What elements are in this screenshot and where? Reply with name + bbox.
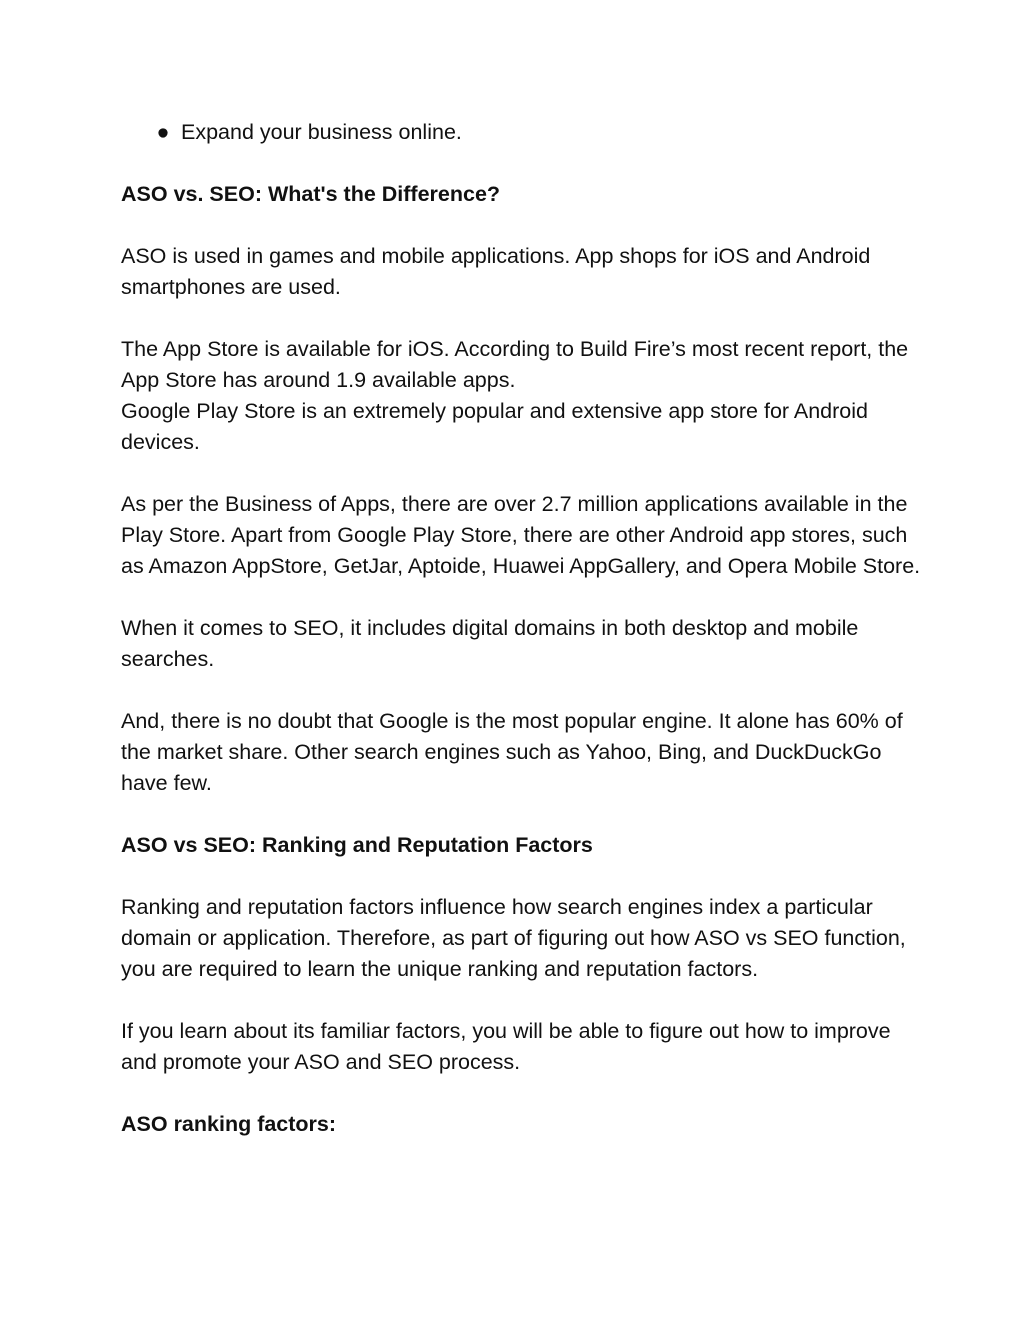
bullet-text: Expand your business online. [181, 120, 462, 144]
paragraph-seo-domains: When it comes to SEO, it includes digital domains in both desktop and mobile searches. [121, 616, 859, 671]
section-heading-difference: ASO vs. SEO: What's the Difference? [121, 182, 501, 206]
section-heading-ranking-factors: ASO vs SEO: Ranking and Reputation Factors [121, 833, 593, 857]
paragraph-familiar-factors: If you learn about its familiar factors, you will be able to figure out how to improve and promote your ASO and SEO process. [121, 1019, 891, 1074]
bullet-dot-icon: ● [156, 120, 170, 144]
paragraph-aso-usage: ASO is used in games and mobile applications. App shops for iOS and Android smartphones are used. [121, 244, 871, 299]
paragraph-app-store: The App Store is available for iOS. According to Build Fire’s most recent report, the App Store has around 1.9 available apps. [121, 337, 909, 392]
paragraph-google-market-share: And, there is no doubt that Google is the most popular engine. It alone has 60% of the market share. Other search engines such as Yahoo, Bing, and DuckDuckGo have few. [121, 709, 903, 795]
bullet-list-item [121, 117, 921, 148]
paragraph-business-of-apps: As per the Business of Apps, there are over 2.7 million applications available in the Play Store. Apart from Google Play Store, there are other Android app stores, such as Amazon AppStore, GetJar, Aptoide, Huawei AppGallery, and Opera Mobile Store. [121, 492, 921, 578]
document-page [121, 117, 921, 1171]
paragraph-ranking-reputation: Ranking and reputation factors influence how search engines index a particular domain or application. Therefore, as part of figuring out how ASO vs SEO function, you are required to learn the unique ranking and reputation factors. [121, 895, 906, 981]
paragraph-google-play: Google Play Store is an extremely popular and extensive app store for Android devices. [121, 399, 868, 454]
section-heading-aso-ranking: ASO ranking factors: [121, 1112, 337, 1136]
